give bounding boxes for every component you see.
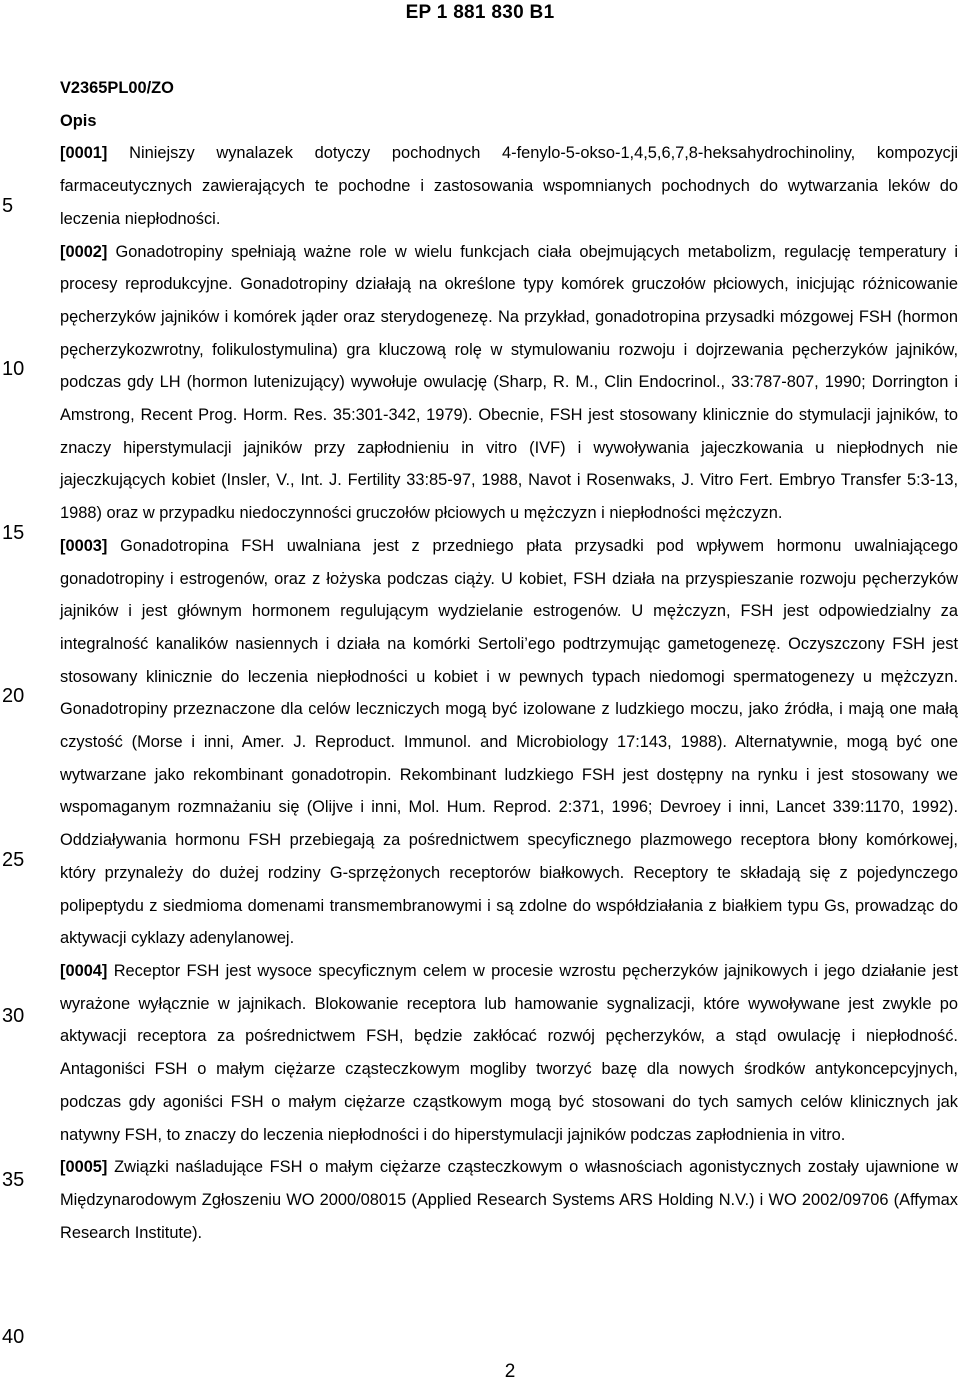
page-number: 2: [504, 1361, 516, 1382]
paragraph-0005: [60, 1151, 958, 1249]
line-number: 40: [2, 1326, 25, 1348]
line-number: 35: [2, 1169, 25, 1191]
line-number-gutter: [0, 0, 40, 1383]
document-code: V2365PL00/ZO: [60, 79, 174, 97]
line-number: 20: [2, 685, 25, 707]
paragraph-text: Gonadotropiny spełniają ważne role w wielu funkcjach ciała obejmujących metabolizm, regulację temperatury i procesy reprodukcyjne. Gonadotropiny działają na określone typy komórek gruczołów płciowych, inicjując różnicowanie pęcherzyków jajników i komórek jąder oraz sterydogenezę. Na przykład, gonadotropina przysadki mózgowej FSH (hormon pęcherzykozwrotny, folikulostymulina) gra kluczową rolę w stymulowaniu rozwoju i dojrzewania pęcherzyków jajników, podczas gdy LH (hormon lutenizujący) wywołuje owulację (Sharp, R. M., Clin Endocrinol., 33:787-807, 1990; Dorrington i Amstrong, Recent Prog. Horm. Res. 35:301-342, 1979). Obecnie, FSH jest stosowany klinicznie do stymulacji jajników, to znaczy hiperstymulacji jajników przy zapłodnieniu in vitro (IVF) i wywoływania jajeczkowania u niepłodnych nie jajeczkujących kobiet (Insler, V., Int. J. Fertility 33:85-97, 1988, Navot i Rosenwaks, J. Vitro Fert. Embryo Transfer 5:3-13, 1988) oraz w przypadku niedoczynności gruczołów płciowych u mężczyzn i niepłodności mężczyzn.: [60, 242, 958, 523]
paragraph-text: Receptor FSH jest wysoce specyficznym celem w procesie wzrostu pęcherzyków jajnikowych i jego działanie jest wyrażone wyłącznie w jajnikach. Blokowanie receptora lub hamowanie sygnalizacji, które wywoływane jest zwykle po aktywacji receptora za pośrednictwem FSH, będzie zakłócać rozwój pęcherzyków, a stąd owulację i niepłodność. Antagoniści FSH o małym ciężarze cząsteczkowym mogliby tworzyć bazę dla nowych środków antykoncepcyjnych, podczas gdy agoniści FSH o małym ciężarze cząstkowym mogą być stosowani do tych samych celów klinicznych jak natywny FSH, to znaczy do leczenia niepłodności i do hiperstymulacji jajników podczas zapłodnienia in vitro.: [60, 961, 958, 1144]
line-number: 30: [2, 1005, 25, 1027]
paragraph-0004: [60, 955, 958, 1151]
page-footer: [0, 1362, 960, 1382]
patent-number-header: EP 1 881 830 B1: [405, 2, 555, 23]
paragraph-ref: [0001]: [60, 144, 108, 163]
document-body: [60, 72, 958, 1249]
paragraph-ref: [0003]: [60, 536, 108, 555]
paragraph-ref: [0002]: [60, 242, 108, 261]
paragraph-ref: [0005]: [60, 1158, 108, 1177]
paragraph-text: Gonadotropina FSH uwalniana jest z przedniego płata przysadki pod wpływem hormonu uwalniającego gonadotropiny i estrogenów, oraz z łożyska podczas ciąży. U kobiet, FSH działa na przyspieszanie rozwoju pęcherzyków jajników i jest głównym hormonem regulującym wydzielanie estrogenów. U mężczyzn, FSH jest odpowiedzialny za integralność kanalików nasiennych i działa na komórki Sertoli’ego podtrzymując gametogenezę. Oczyszczony FSH jest stosowany klinicznie do leczenia niepłodności u kobiet i w pewnych typach niedomogi spermatogenezy u mężczyzn. Gonadotropiny przeznaczone dla celów leczniczych mogą być izolowane z ludzkiego moczu, jako źródła, i mają one małą czystość (Morse i inni, Amer. J. Reproduct. Immunol. and Microbiology 17:143, 1988). Alternatywnie, mogą być one wytwarzane jako rekombinant gonadotropin. Rekombinant ludzkiego FSH jest dostępny na rynku i jest stosowany we wspomaganym rozmnażaniu się (Olijve i inni, Mol. Hum. Reprod. 2:371, 1996; Devroey i inni, Lancet 339:1170, 1992). Oddziaływania hormonu FSH przebiegają za pośrednictwem specyficznego plazmowego receptora błony komórkowej, który przynależy do dużej rodziny G-sprzężonych receptorów białkowych. Receptory te składają się z pojedynczego polipeptydu z siedmioma domenami transmembranowymi i są zdolne do współdziałania z białkiem typu Gs, prowadząc do aktywacji cyklazy adenylanowej.: [60, 536, 958, 948]
line-number: 15: [2, 522, 25, 544]
paragraph-0003: [60, 530, 958, 955]
line-number: 5: [2, 195, 14, 217]
paragraph-text: Niniejszy wynalazek dotyczy pochodnych 4-fenylo-5-okso-1,4,5,6,7,8-heksahydrochinoliny, kompozycji farmaceutycznych zawierających te pochodne i zastosowania wspomnianych pochodnych do wytwarzania leków do leczenia niepłodności.: [60, 144, 958, 228]
section-title: Opis: [60, 111, 97, 130]
line-number: 10: [2, 358, 25, 380]
paragraph-0001: [60, 137, 958, 235]
line-number: 25: [2, 849, 25, 871]
paragraph-ref: [0004]: [60, 961, 108, 980]
paragraph-0002: [60, 236, 958, 530]
paragraph-text: Związki naśladujące FSH o małym ciężarze cząsteczkowym o własnościach agonistycznych zostały ujawnione w Międzynarodowym Zgłoszeniu WO 2000/08015 (Applied Research Systems ARS Holding N.V.) i WO 2002/09706 (Affymax Research Institute).: [60, 1158, 958, 1242]
